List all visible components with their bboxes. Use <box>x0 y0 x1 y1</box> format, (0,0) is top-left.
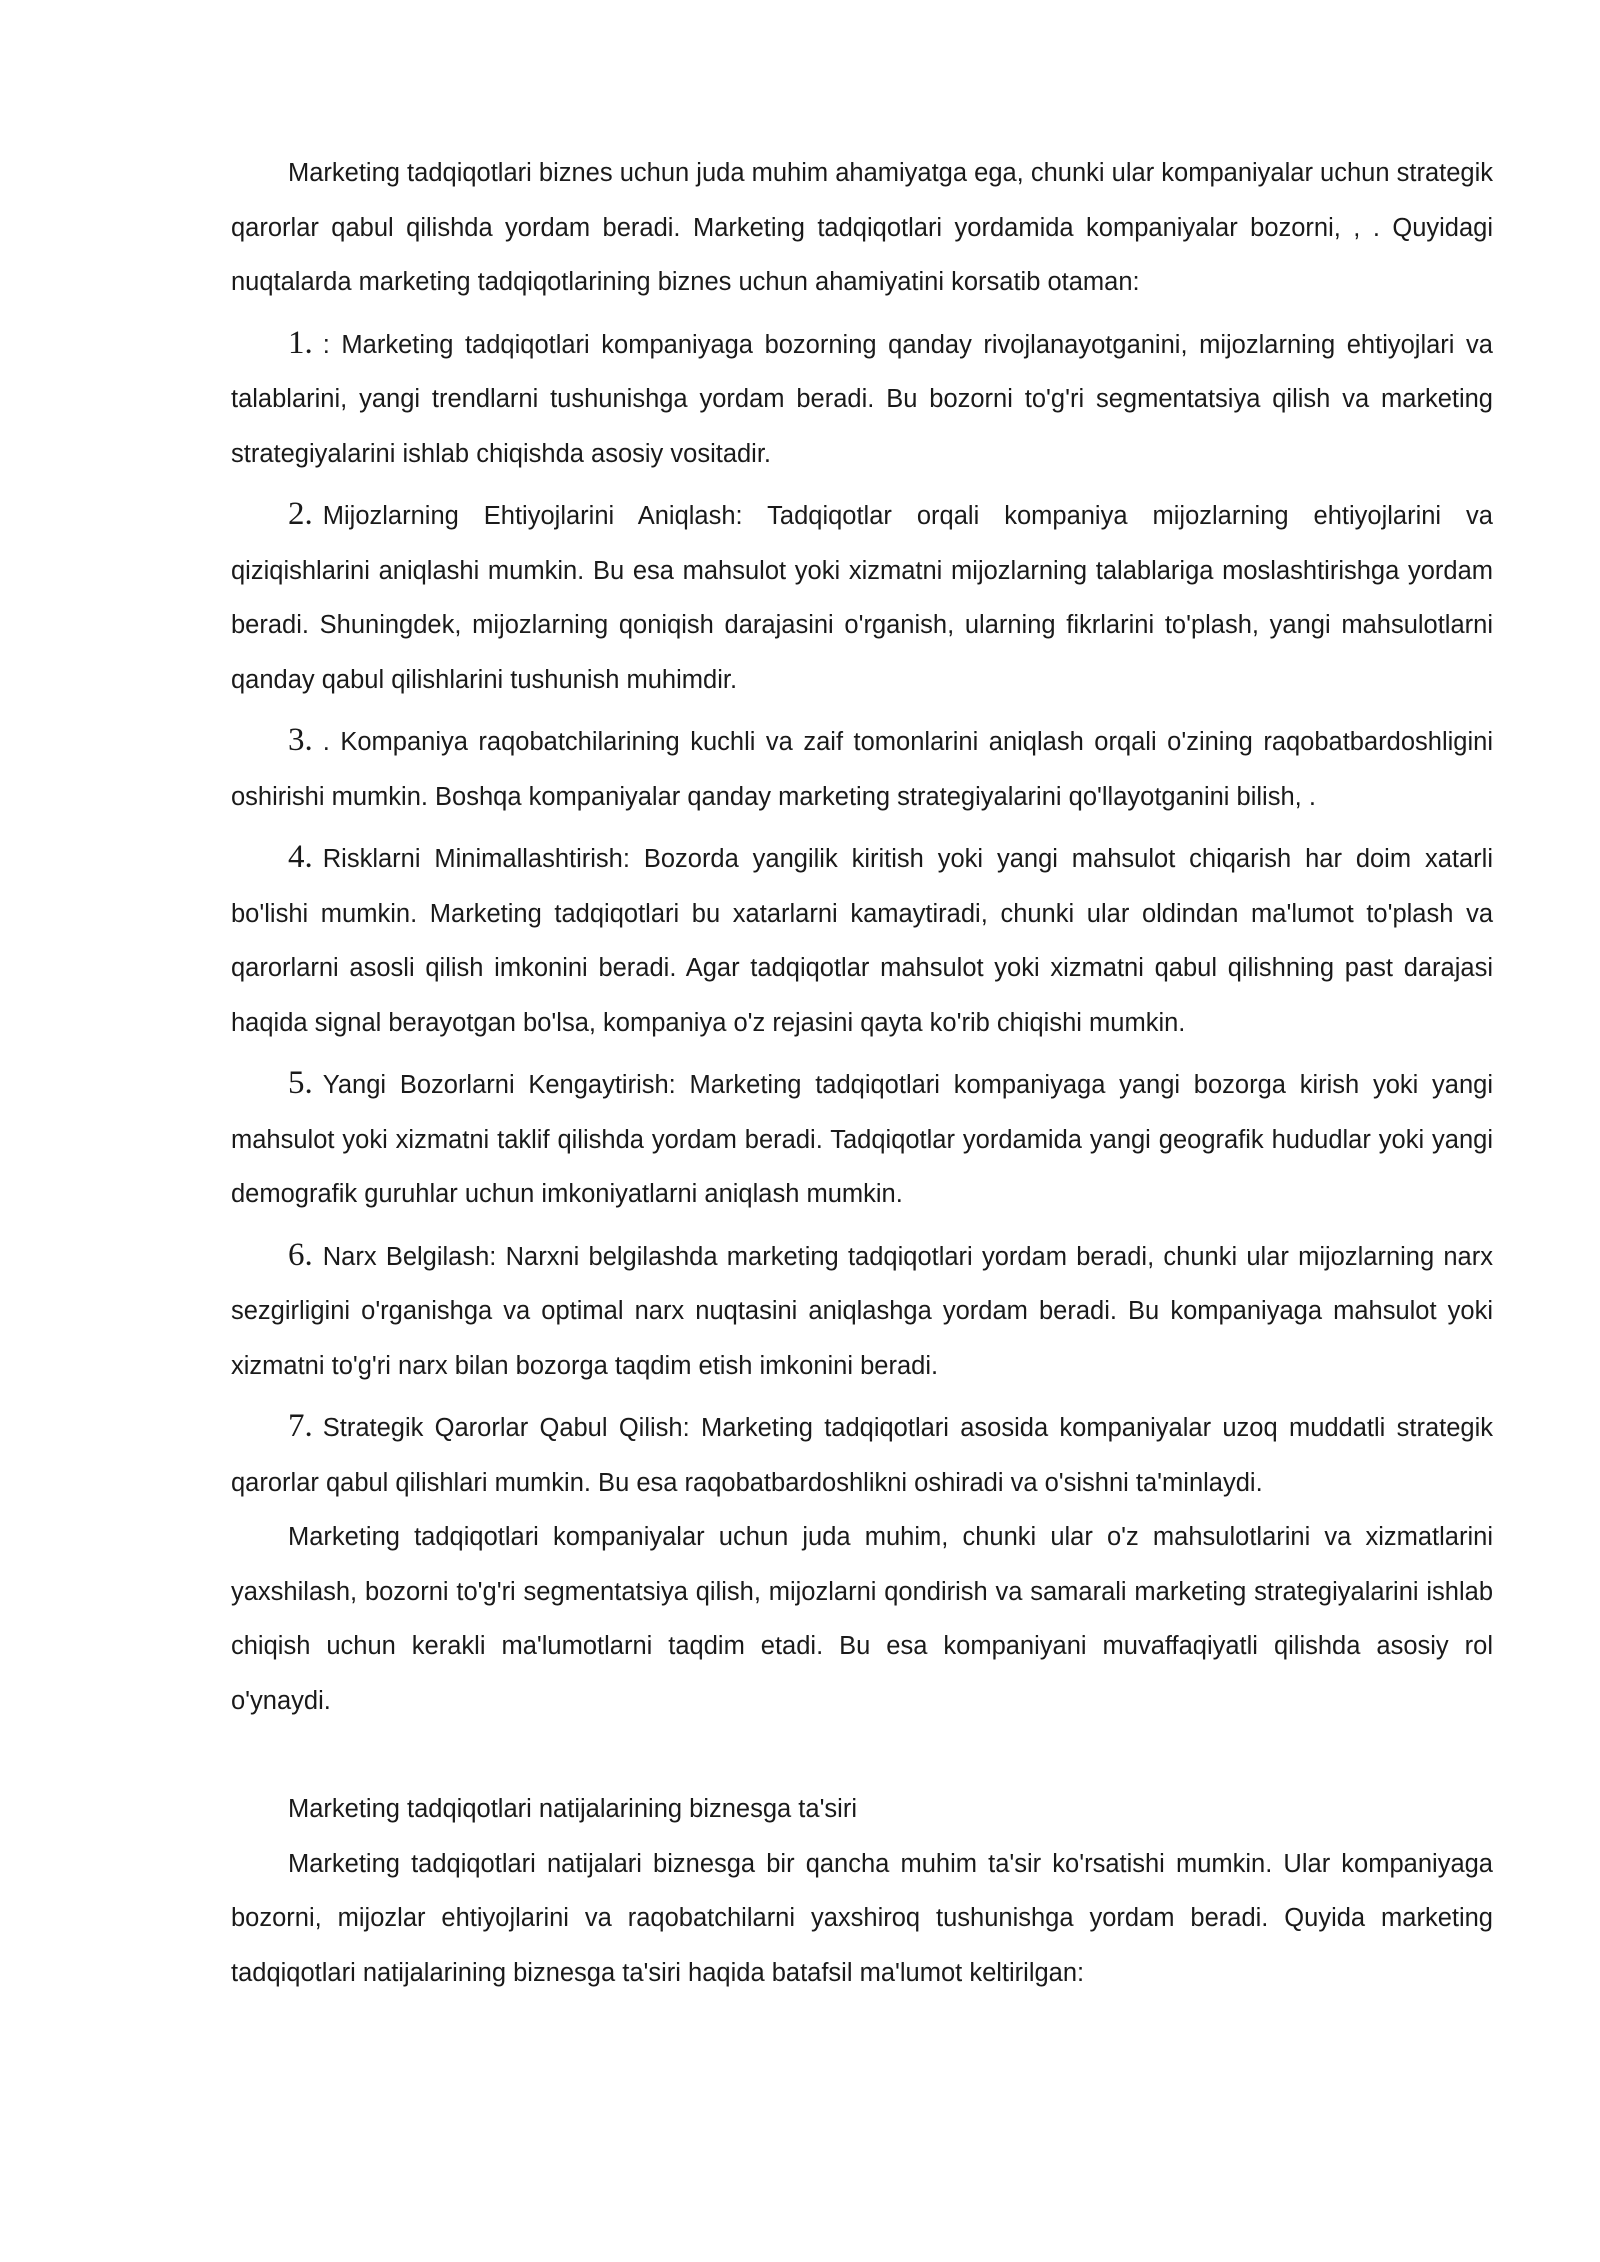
document-body <box>231 146 1493 2000</box>
list-item-number: 1. <box>288 324 313 361</box>
list-item-text: Yangi Bozorlarni Kengaytirish: Marketing tadqiqotlari kompaniyaga yangi bozorga kirish yoki yangi mahsulot yoki xizmatni taklif qilishda yordam beradi. Tadqiqotlar yordamida yangi geografik hududlar yoki yangi demografik guruhlar uchun imkoniyatlarni aniqlash mumkin. <box>231 1071 1493 1208</box>
blank-line <box>231 1728 1493 1782</box>
section-paragraph: Marketing tadqiqotlari natijalari biznesga bir qancha muhim ta'sir ko'rsatishi mumkin. Ular kompaniyaga bozorni, mijozlar ehtiyojlarini va raqobatchilarni yaxshiroq tushunishga yordam beradi. Quyida marketing tadqiqotlari natijalarining biznesga ta'siri haqida batafsil ma'lumot keltirilgan: <box>231 1849 1493 1987</box>
list-item <box>231 713 1493 824</box>
list-item-number: 2. <box>288 496 313 532</box>
conclusion-paragraph: Marketing tadqiqotlari kompaniyalar uchun juda muhim, chunki ular o'z mahsulotlarini va xizmatlarini yaxshilash, bozorni to'g'ri segmentatsiya qilish, mijozlarni qondirish va samarali marketing strategiyalarini ishlab chiqish uchun kerakli ma'lumotlarni taqdim etadi. Bu esa kompaniyani muvaffaqiyatli qilishda asosiy rol o'ynaydi. <box>231 1523 1493 1715</box>
list-item <box>231 487 1493 707</box>
list-item <box>231 1056 1493 1222</box>
list-item <box>231 1399 1493 1510</box>
list-item-number: 5. <box>288 1065 313 1101</box>
list-item <box>231 316 1493 482</box>
list-item-text: Narx Belgilash: Narxni belgilashda marketing tadqiqotlari yordam beradi, chunki ular mijozlarning narx sezgirligini o'rganishga va optimal narx nuqtasini aniqlashga yordam beradi. Bu kompaniyaga mahsulot yoki xizmatni to'g'ri narx bilan bozorga taqdim etish imkonini beradi. <box>231 1242 1493 1380</box>
section-heading: Marketing tadqiqotlari natijalarining biznesga ta'siri <box>288 1795 858 1823</box>
list-item <box>231 830 1493 1050</box>
list-item <box>231 1228 1493 1394</box>
list-item-text: : Marketing tadqiqotlari kompaniyaga bozorning qanday rivojlanayotganini, mijozlarning ehtiyojlari va talablarini, yangi trendlarni tushunishga yordam beradi. Bu bozorni to'g'ri segmentatsiya qilish va marketing strategiyalarini ishlab chiqishda asosiy vositadir. <box>231 330 1493 468</box>
list-item-text: Risklarni Minimallashtirish: Bozorda yangilik kiritish yoki yangi mahsulot chiqarish har doim xatarli bo'lishi mumkin. Marketing tadqiqotlari bu xatarlarni kamaytiradi, chunki ular oldindan ma'lumot to'plash va qarorlarni asosli qilish imkonini beradi. Agar tadqiqotlar mahsulot yoki xizmatni qabul qilishning past darajasi haqida signal berayotgan bo'lsa, kompaniya o'z rejasini qayta ko'rib chiqishi mumkin. <box>231 845 1493 1037</box>
list-item-text: Mijozlarning Ehtiyojlarini Aniqlash: Tadqiqotlar orqali kompaniya mijozlarning ehtiyojlarini va qiziqishlarini aniqlashi mumkin. Bu esa mahsulot yoki xizmatni mijozlarning talablariga moslashtirishga yordam beradi. Shuningdek, mijozlarning qoniqish darajasini o'rganish, ularning fikrlarini to'plash, yangi mahsulotlarni qanday qabul qilishlarini tushunish muhimdir. <box>231 502 1493 694</box>
list-item-number: 6. <box>288 1236 313 1273</box>
list-item-number: 4. <box>288 839 313 875</box>
list-item-text: . Kompaniya raqobatchilarining kuchli va zaif tomonlarini aniqlash orqali o'zining raqobatbardoshligini oshirishi mumkin. Boshqa kompaniyalar qanday marketing strategiyalarini qo'llayotganini bilish, . <box>231 728 1493 811</box>
list-item-number: 3. <box>288 722 313 758</box>
list-item-text: Strategik Qarorlar Qabul Qilish: Marketing tadqiqotlari asosida kompaniyalar uzoq muddatli strategik qarorlar qabul qilishlari mumkin. Bu esa raqobatbardoshlikni oshiradi va o'sishni ta'minlaydi. <box>231 1414 1493 1497</box>
list-item-number: 7. <box>288 1408 313 1444</box>
intro-paragraph: Marketing tadqiqotlari biznes uchun juda muhim ahamiyatga ega, chunki ular kompaniyalar uchun strategik qarorlar qabul qilishda yordam beradi. Marketing tadqiqotlari yordamida kompaniyalar bozorni, , . Quyidagi nuqtalarda marketing tadqiqotlarining biznes uchun ahamiyatini korsatib otaman: <box>231 159 1493 296</box>
